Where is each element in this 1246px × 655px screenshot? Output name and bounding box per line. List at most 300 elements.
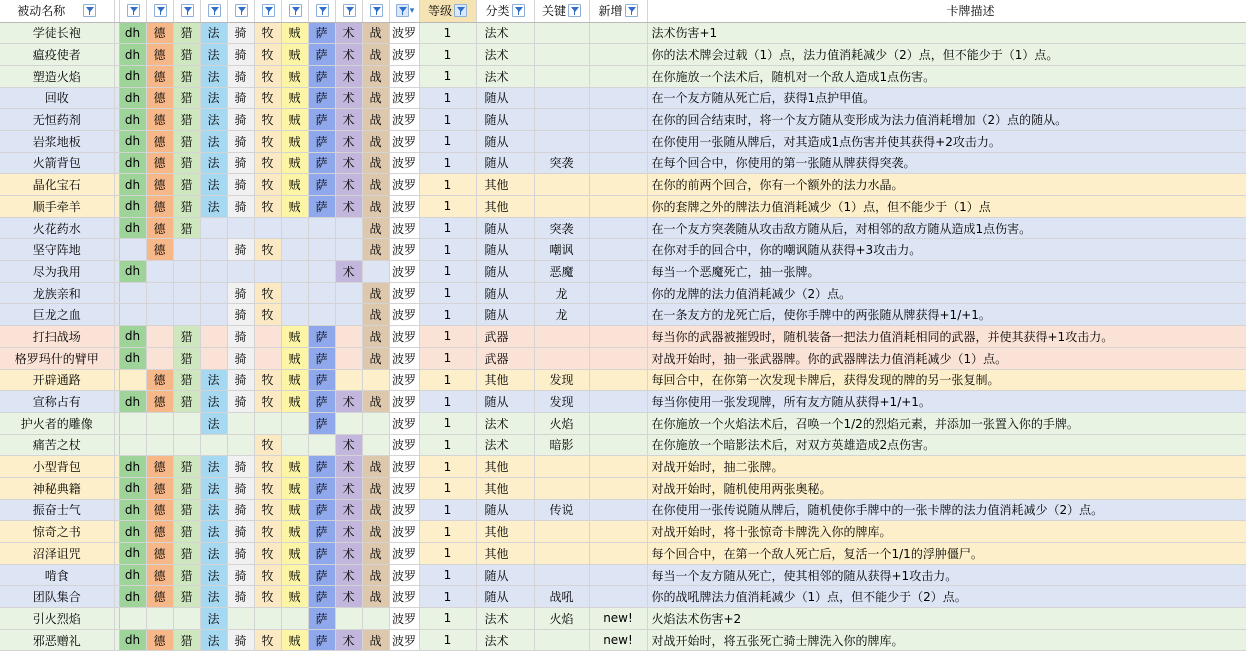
cell-class-9[interactable]: 战 <box>362 456 389 478</box>
cell-class-1[interactable]: 德 <box>146 543 173 565</box>
cell-name[interactable]: 痛苦之杖 <box>0 434 114 456</box>
cell-category[interactable]: 其他 <box>476 477 534 499</box>
cell-class-6[interactable]: 贼 <box>281 174 308 196</box>
table-row[interactable] <box>0 65 1246 87</box>
cell-new[interactable] <box>589 326 647 348</box>
cell-category[interactable]: 随从 <box>476 499 534 521</box>
cell-class-3[interactable]: 法 <box>200 65 227 87</box>
table-row[interactable] <box>0 87 1246 109</box>
cell-keyword[interactable] <box>534 87 589 109</box>
cell-level[interactable]: 1 <box>419 22 476 44</box>
cell-category[interactable]: 随从 <box>476 109 534 131</box>
cell-class-6[interactable]: 贼 <box>281 65 308 87</box>
cell-category[interactable]: 法术 <box>476 44 534 66</box>
cell-class-2[interactable] <box>173 412 200 434</box>
cell-class-0[interactable]: dh <box>119 152 146 174</box>
cell-description[interactable]: 在你的回合结束时，将一个友方随从变形成为法力值消耗增加（2）点的随从。 <box>647 109 1246 131</box>
cell-class-1[interactable]: 德 <box>146 456 173 478</box>
cell-class-7[interactable]: 萨 <box>308 521 335 543</box>
cell-class-8[interactable]: 术 <box>335 174 362 196</box>
cell-class-8[interactable] <box>335 608 362 630</box>
cell-description[interactable]: 每当一个友方随从死亡，使其相邻的随从获得+1攻击力。 <box>647 564 1246 586</box>
header-class-6[interactable] <box>281 0 308 22</box>
cell-class-4[interactable]: 骑 <box>227 239 254 261</box>
cell-class-3[interactable]: 法 <box>200 586 227 608</box>
cell-class-2[interactable]: 猎 <box>173 87 200 109</box>
cell-category[interactable]: 其他 <box>476 174 534 196</box>
cell-class-4[interactable] <box>227 412 254 434</box>
cell-class-10[interactable]: 波罗 <box>389 196 419 218</box>
cell-class-7[interactable]: 萨 <box>308 391 335 413</box>
cell-level[interactable]: 1 <box>419 391 476 413</box>
header-class-7[interactable] <box>308 0 335 22</box>
cell-class-10[interactable]: 波罗 <box>389 261 419 283</box>
cell-class-4[interactable] <box>227 261 254 283</box>
cell-class-9[interactable]: 战 <box>362 499 389 521</box>
cell-new[interactable] <box>589 282 647 304</box>
table-row[interactable] <box>0 477 1246 499</box>
cell-class-7[interactable] <box>308 239 335 261</box>
cell-category[interactable]: 法术 <box>476 629 534 651</box>
cell-class-0[interactable]: dh <box>119 564 146 586</box>
cell-class-0[interactable]: dh <box>119 217 146 239</box>
cell-class-0[interactable]: dh <box>119 65 146 87</box>
cell-class-5[interactable] <box>254 217 281 239</box>
cell-new[interactable]: new! <box>589 629 647 651</box>
cell-name[interactable]: 瘟疫使者 <box>0 44 114 66</box>
cell-level[interactable]: 1 <box>419 87 476 109</box>
cell-keyword[interactable] <box>534 130 589 152</box>
cell-class-9[interactable]: 战 <box>362 87 389 109</box>
cell-class-10[interactable]: 波罗 <box>389 477 419 499</box>
header-class-2[interactable] <box>173 0 200 22</box>
cell-name[interactable]: 小型背包 <box>0 456 114 478</box>
cell-class-0[interactable]: dh <box>119 22 146 44</box>
cell-keyword[interactable] <box>534 22 589 44</box>
cell-class-9[interactable]: 战 <box>362 152 389 174</box>
cell-class-3[interactable]: 法 <box>200 22 227 44</box>
cell-class-3[interactable]: 法 <box>200 369 227 391</box>
cell-class-2[interactable]: 猎 <box>173 629 200 651</box>
cell-class-10[interactable]: 波罗 <box>389 608 419 630</box>
cell-class-5[interactable]: 牧 <box>254 564 281 586</box>
cell-class-4[interactable]: 骑 <box>227 65 254 87</box>
cell-class-1[interactable] <box>146 261 173 283</box>
filter-icon[interactable] <box>127 4 140 17</box>
cell-keyword[interactable] <box>534 109 589 131</box>
cell-class-1[interactable]: 德 <box>146 586 173 608</box>
cell-class-8[interactable] <box>335 326 362 348</box>
cell-keyword[interactable] <box>534 196 589 218</box>
header-class-10[interactable] <box>389 0 419 22</box>
filter-active-icon[interactable] <box>454 4 467 17</box>
cell-class-2[interactable]: 猎 <box>173 326 200 348</box>
cell-description[interactable]: 每当一个恶魔死亡，抽一张牌。 <box>647 261 1246 283</box>
cell-keyword[interactable] <box>534 44 589 66</box>
cell-class-7[interactable]: 萨 <box>308 412 335 434</box>
cell-class-9[interactable]: 战 <box>362 564 389 586</box>
cell-class-10[interactable]: 波罗 <box>389 586 419 608</box>
cell-description[interactable]: 火焰法术伤害+2 <box>647 608 1246 630</box>
cell-class-10[interactable]: 波罗 <box>389 326 419 348</box>
cell-class-0[interactable]: dh <box>119 326 146 348</box>
cell-class-3[interactable]: 法 <box>200 412 227 434</box>
cell-class-2[interactable]: 猎 <box>173 152 200 174</box>
cell-class-0[interactable]: dh <box>119 130 146 152</box>
cell-keyword[interactable] <box>534 347 589 369</box>
cell-new[interactable] <box>589 391 647 413</box>
table-row[interactable] <box>0 608 1246 630</box>
cell-class-8[interactable] <box>335 412 362 434</box>
cell-class-5[interactable]: 牧 <box>254 456 281 478</box>
cell-category[interactable]: 随从 <box>476 152 534 174</box>
cell-level[interactable]: 1 <box>419 499 476 521</box>
cell-description[interactable]: 对战开始时，将五张死亡骑士牌洗入你的牌库。 <box>647 629 1246 651</box>
cell-keyword[interactable] <box>534 456 589 478</box>
cell-class-10[interactable]: 波罗 <box>389 22 419 44</box>
cell-class-1[interactable] <box>146 282 173 304</box>
cell-class-6[interactable]: 贼 <box>281 477 308 499</box>
cell-name[interactable]: 护火者的雕像 <box>0 412 114 434</box>
cell-class-10[interactable]: 波罗 <box>389 521 419 543</box>
cell-class-2[interactable] <box>173 261 200 283</box>
cell-class-9[interactable] <box>362 434 389 456</box>
filter-icon[interactable] <box>289 4 302 17</box>
header-description[interactable] <box>647 0 1246 22</box>
cell-level[interactable]: 1 <box>419 44 476 66</box>
cell-class-8[interactable]: 术 <box>335 543 362 565</box>
cell-class-6[interactable] <box>281 261 308 283</box>
cell-class-8[interactable]: 术 <box>335 44 362 66</box>
cell-class-9[interactable] <box>362 608 389 630</box>
cell-class-6[interactable] <box>281 434 308 456</box>
cell-class-7[interactable]: 萨 <box>308 564 335 586</box>
table-row[interactable] <box>0 152 1246 174</box>
cell-class-0[interactable] <box>119 412 146 434</box>
filter-icon[interactable] <box>262 4 275 17</box>
cell-class-6[interactable] <box>281 217 308 239</box>
cell-keyword[interactable]: 火焰 <box>534 608 589 630</box>
cell-class-10[interactable]: 波罗 <box>389 217 419 239</box>
cell-class-0[interactable]: dh <box>119 543 146 565</box>
cell-level[interactable]: 1 <box>419 521 476 543</box>
header-class-0[interactable] <box>119 0 146 22</box>
cell-class-2[interactable]: 猎 <box>173 521 200 543</box>
cell-class-9[interactable]: 战 <box>362 521 389 543</box>
cell-class-5[interactable]: 牧 <box>254 586 281 608</box>
cell-description[interactable]: 你的战吼牌法力值消耗减少（1）点，但不能少于（2）点。 <box>647 586 1246 608</box>
cell-class-1[interactable]: 德 <box>146 521 173 543</box>
cell-new[interactable] <box>589 130 647 152</box>
cell-class-6[interactable]: 贼 <box>281 44 308 66</box>
cell-class-2[interactable] <box>173 304 200 326</box>
cell-name[interactable]: 巨龙之血 <box>0 304 114 326</box>
cell-new[interactable] <box>589 239 647 261</box>
table-row[interactable] <box>0 239 1246 261</box>
cell-class-0[interactable]: dh <box>119 499 146 521</box>
cell-class-1[interactable]: 德 <box>146 174 173 196</box>
cell-class-2[interactable]: 猎 <box>173 347 200 369</box>
cell-class-5[interactable]: 牧 <box>254 130 281 152</box>
cell-class-10[interactable]: 波罗 <box>389 304 419 326</box>
cell-class-0[interactable]: dh <box>119 391 146 413</box>
cell-class-10[interactable]: 波罗 <box>389 152 419 174</box>
cell-class-9[interactable]: 战 <box>362 196 389 218</box>
cell-class-6[interactable]: 贼 <box>281 196 308 218</box>
cell-description[interactable]: 你的套牌之外的牌法力值消耗减少（1）点，但不能少于（1）点 <box>647 196 1246 218</box>
cell-class-6[interactable]: 贼 <box>281 326 308 348</box>
cell-class-3[interactable] <box>200 326 227 348</box>
cell-class-0[interactable]: dh <box>119 196 146 218</box>
cell-class-1[interactable] <box>146 347 173 369</box>
cell-class-8[interactable]: 术 <box>335 196 362 218</box>
cell-class-5[interactable] <box>254 326 281 348</box>
cell-level[interactable]: 1 <box>419 347 476 369</box>
cell-class-3[interactable]: 法 <box>200 608 227 630</box>
table-row[interactable] <box>0 130 1246 152</box>
cell-class-1[interactable]: 德 <box>146 196 173 218</box>
cell-class-8[interactable]: 术 <box>335 629 362 651</box>
cell-class-0[interactable]: dh <box>119 44 146 66</box>
cell-class-2[interactable]: 猎 <box>173 564 200 586</box>
cell-class-10[interactable]: 波罗 <box>389 412 419 434</box>
cell-name[interactable]: 宣称占有 <box>0 391 114 413</box>
cell-class-7[interactable]: 萨 <box>308 586 335 608</box>
cell-description[interactable]: 对战开始时，抽二张牌。 <box>647 456 1246 478</box>
cell-name[interactable]: 龙族亲和 <box>0 282 114 304</box>
cell-class-7[interactable]: 萨 <box>308 174 335 196</box>
table-row[interactable] <box>0 282 1246 304</box>
cell-class-7[interactable] <box>308 261 335 283</box>
cell-new[interactable] <box>589 87 647 109</box>
cell-class-2[interactable]: 猎 <box>173 477 200 499</box>
cell-class-8[interactable]: 术 <box>335 130 362 152</box>
cell-class-6[interactable]: 贼 <box>281 87 308 109</box>
table-row[interactable] <box>0 412 1246 434</box>
cell-keyword[interactable] <box>534 521 589 543</box>
cell-description[interactable]: 每回合中，在你第一次发现卡牌后，获得发现的牌的另一张复制。 <box>647 369 1246 391</box>
cell-class-8[interactable]: 术 <box>335 434 362 456</box>
cell-name[interactable]: 学徒长袍 <box>0 22 114 44</box>
cell-class-0[interactable]: dh <box>119 521 146 543</box>
cell-class-6[interactable]: 贼 <box>281 543 308 565</box>
cell-class-5[interactable]: 牧 <box>254 109 281 131</box>
cell-class-1[interactable] <box>146 434 173 456</box>
cell-class-7[interactable]: 萨 <box>308 44 335 66</box>
cell-class-8[interactable]: 术 <box>335 22 362 44</box>
table-row[interactable] <box>0 521 1246 543</box>
cell-class-3[interactable]: 法 <box>200 456 227 478</box>
cell-description[interactable]: 在一个友方随从死亡后，获得1点护甲值。 <box>647 87 1246 109</box>
cell-class-0[interactable] <box>119 304 146 326</box>
cell-class-3[interactable]: 法 <box>200 629 227 651</box>
cell-class-5[interactable]: 牧 <box>254 499 281 521</box>
cell-class-10[interactable]: 波罗 <box>389 174 419 196</box>
cell-class-4[interactable]: 骑 <box>227 369 254 391</box>
cell-category[interactable]: 法术 <box>476 608 534 630</box>
cell-level[interactable]: 1 <box>419 130 476 152</box>
cell-class-10[interactable]: 波罗 <box>389 282 419 304</box>
cell-class-4[interactable]: 骑 <box>227 521 254 543</box>
table-row[interactable] <box>0 217 1246 239</box>
cell-class-9[interactable]: 战 <box>362 477 389 499</box>
cell-class-8[interactable]: 术 <box>335 261 362 283</box>
table-row[interactable] <box>0 564 1246 586</box>
cell-class-3[interactable] <box>200 217 227 239</box>
header-class-5[interactable] <box>254 0 281 22</box>
cell-class-6[interactable]: 贼 <box>281 456 308 478</box>
cell-class-6[interactable]: 贼 <box>281 109 308 131</box>
cell-class-10[interactable]: 波罗 <box>389 434 419 456</box>
cell-class-6[interactable]: 贼 <box>281 391 308 413</box>
filter-icon[interactable] <box>625 4 638 17</box>
cell-class-4[interactable]: 骑 <box>227 282 254 304</box>
cell-class-4[interactable]: 骑 <box>227 152 254 174</box>
cell-class-10[interactable]: 波罗 <box>389 543 419 565</box>
cell-level[interactable]: 1 <box>419 586 476 608</box>
cell-name[interactable]: 无恒药剂 <box>0 109 114 131</box>
cell-class-0[interactable] <box>119 608 146 630</box>
filter-icon[interactable] <box>83 4 96 17</box>
cell-class-0[interactable]: dh <box>119 87 146 109</box>
cell-new[interactable] <box>589 564 647 586</box>
cell-class-9[interactable] <box>362 412 389 434</box>
cell-class-5[interactable]: 牧 <box>254 87 281 109</box>
cell-class-9[interactable]: 战 <box>362 217 389 239</box>
filter-active-icon[interactable] <box>396 4 409 17</box>
cell-class-8[interactable]: 术 <box>335 521 362 543</box>
cell-new[interactable] <box>589 456 647 478</box>
cell-class-7[interactable]: 萨 <box>308 629 335 651</box>
cell-name[interactable]: 振奋士气 <box>0 499 114 521</box>
cell-level[interactable]: 1 <box>419 196 476 218</box>
cell-category[interactable]: 随从 <box>476 130 534 152</box>
cell-class-5[interactable]: 牧 <box>254 44 281 66</box>
cell-description[interactable]: 法术伤害+1 <box>647 22 1246 44</box>
cell-class-2[interactable]: 猎 <box>173 174 200 196</box>
header-class-1[interactable] <box>146 0 173 22</box>
cell-class-4[interactable]: 骑 <box>227 499 254 521</box>
cell-class-1[interactable]: 德 <box>146 22 173 44</box>
cell-name[interactable]: 火花药水 <box>0 217 114 239</box>
filter-icon[interactable] <box>370 4 383 17</box>
cell-class-7[interactable]: 萨 <box>308 347 335 369</box>
cell-class-2[interactable]: 猎 <box>173 22 200 44</box>
cell-level[interactable]: 1 <box>419 282 476 304</box>
cell-class-9[interactable]: 战 <box>362 130 389 152</box>
header-new[interactable] <box>589 0 647 22</box>
header-class-4[interactable] <box>227 0 254 22</box>
cell-new[interactable] <box>589 586 647 608</box>
cell-class-9[interactable]: 战 <box>362 44 389 66</box>
filter-icon[interactable] <box>154 4 167 17</box>
cell-class-4[interactable] <box>227 608 254 630</box>
cell-category[interactable]: 其他 <box>476 521 534 543</box>
cell-class-6[interactable]: 贼 <box>281 347 308 369</box>
table-row[interactable] <box>0 109 1246 131</box>
cell-class-4[interactable]: 骑 <box>227 130 254 152</box>
cell-class-4[interactable]: 骑 <box>227 22 254 44</box>
cell-class-5[interactable]: 牧 <box>254 304 281 326</box>
cell-class-7[interactable]: 萨 <box>308 22 335 44</box>
cell-class-5[interactable]: 牧 <box>254 391 281 413</box>
cell-class-6[interactable]: 贼 <box>281 586 308 608</box>
cell-class-6[interactable]: 贼 <box>281 499 308 521</box>
cell-class-0[interactable]: dh <box>119 586 146 608</box>
cell-class-3[interactable]: 法 <box>200 564 227 586</box>
cell-class-6[interactable] <box>281 282 308 304</box>
cell-class-0[interactable] <box>119 282 146 304</box>
cell-level[interactable]: 1 <box>419 239 476 261</box>
cell-class-8[interactable]: 术 <box>335 586 362 608</box>
cell-description[interactable]: 每当你使用一张发现牌，所有友方随从获得+1/+1。 <box>647 391 1246 413</box>
cell-class-9[interactable]: 战 <box>362 304 389 326</box>
cell-class-10[interactable]: 波罗 <box>389 629 419 651</box>
cell-class-1[interactable]: 德 <box>146 44 173 66</box>
cell-class-4[interactable]: 骑 <box>227 629 254 651</box>
cell-description[interactable]: 在你使用一张随从牌后，对其造成1点伤害并使其获得+2攻击力。 <box>647 130 1246 152</box>
cell-name[interactable]: 引火烈焰 <box>0 608 114 630</box>
cell-name[interactable]: 格罗玛什的臂甲 <box>0 347 114 369</box>
cell-class-8[interactable] <box>335 304 362 326</box>
cell-category[interactable]: 随从 <box>476 217 534 239</box>
cell-class-3[interactable]: 法 <box>200 391 227 413</box>
cell-class-5[interactable]: 牧 <box>254 282 281 304</box>
cell-class-9[interactable]: 战 <box>362 22 389 44</box>
cell-category[interactable]: 武器 <box>476 326 534 348</box>
cell-keyword[interactable]: 暗影 <box>534 434 589 456</box>
cell-class-3[interactable]: 法 <box>200 44 227 66</box>
cell-name[interactable]: 岩浆地板 <box>0 130 114 152</box>
cell-keyword[interactable]: 发现 <box>534 391 589 413</box>
cell-class-4[interactable]: 骑 <box>227 477 254 499</box>
cell-class-2[interactable] <box>173 608 200 630</box>
cell-keyword[interactable]: 发现 <box>534 369 589 391</box>
cell-keyword[interactable]: 火焰 <box>534 412 589 434</box>
cell-class-7[interactable]: 萨 <box>308 543 335 565</box>
cell-category[interactable]: 随从 <box>476 304 534 326</box>
cell-class-0[interactable] <box>119 434 146 456</box>
cell-class-2[interactable]: 猎 <box>173 109 200 131</box>
table-row[interactable] <box>0 543 1246 565</box>
cell-class-3[interactable]: 法 <box>200 109 227 131</box>
cell-level[interactable]: 1 <box>419 217 476 239</box>
cell-class-9[interactable]: 战 <box>362 282 389 304</box>
cell-class-8[interactable] <box>335 217 362 239</box>
cell-new[interactable] <box>589 44 647 66</box>
cell-class-6[interactable] <box>281 608 308 630</box>
cell-class-2[interactable] <box>173 434 200 456</box>
header-category[interactable] <box>476 0 534 22</box>
cell-class-5[interactable]: 牧 <box>254 629 281 651</box>
cell-class-6[interactable]: 贼 <box>281 152 308 174</box>
cell-class-2[interactable]: 猎 <box>173 196 200 218</box>
cell-description[interactable]: 你的法术牌会过载（1）点，法力值消耗减少（2）点，但不能少于（1）点。 <box>647 44 1246 66</box>
cell-class-10[interactable]: 波罗 <box>389 456 419 478</box>
cell-class-4[interactable]: 骑 <box>227 564 254 586</box>
cell-description[interactable]: 对战开始时，将十张惊奇卡牌洗入你的牌库。 <box>647 521 1246 543</box>
cell-class-5[interactable]: 牧 <box>254 543 281 565</box>
cell-keyword[interactable]: 战吼 <box>534 586 589 608</box>
cell-level[interactable]: 1 <box>419 434 476 456</box>
cell-description[interactable]: 在你施放一个火焰法术后，召唤一个1/2的烈焰元素，并添加一张置入你的手牌。 <box>647 412 1246 434</box>
cell-class-7[interactable]: 萨 <box>308 87 335 109</box>
cell-level[interactable]: 1 <box>419 65 476 87</box>
cell-class-5[interactable]: 牧 <box>254 521 281 543</box>
cell-new[interactable] <box>589 152 647 174</box>
cell-category[interactable]: 其他 <box>476 196 534 218</box>
cell-class-7[interactable]: 萨 <box>308 477 335 499</box>
